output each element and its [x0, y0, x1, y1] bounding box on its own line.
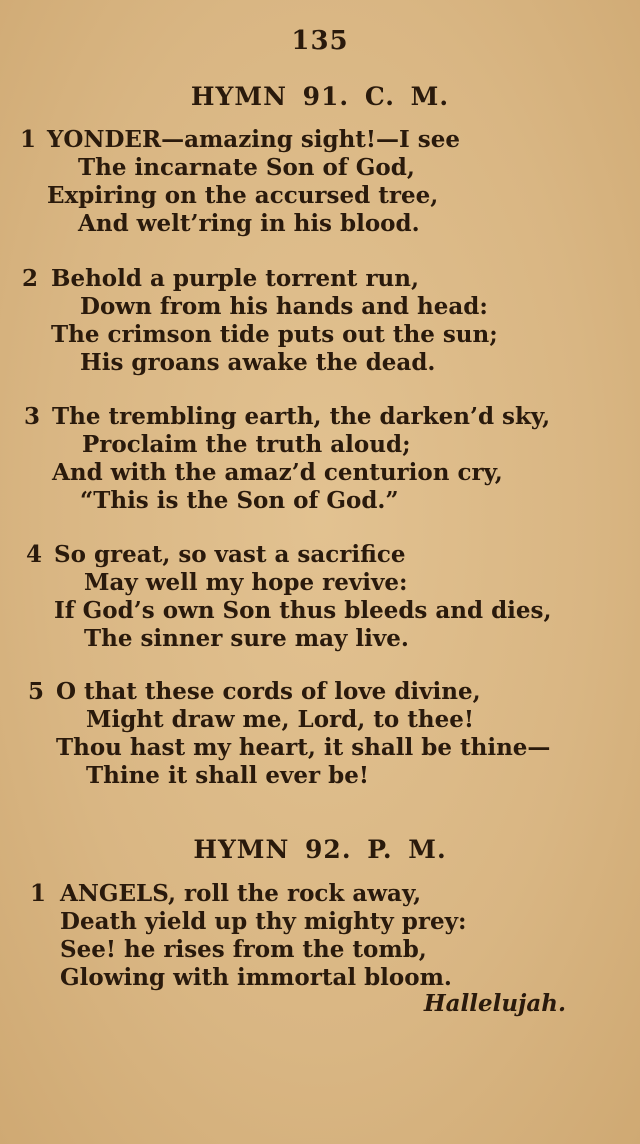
line-text: The incarnate Son of God, [78, 154, 415, 181]
verse-number: 1 [30, 880, 47, 907]
line-text: The trembling earth, the darken’d sky, [52, 403, 551, 430]
line-text: Behold a purple torrent run, [51, 265, 420, 292]
hymn-92-title: HYMN 92. P. M. [193, 835, 447, 864]
line-text: May well my hope revive: [84, 569, 408, 596]
verse-line [0, 908, 640, 936]
verse-line [0, 321, 640, 349]
line-text: The sinner sure may live. [84, 625, 409, 652]
verse-line [0, 569, 640, 597]
line-text: Down from his hands and head: [80, 293, 488, 320]
page-number: 135 [291, 26, 349, 56]
verse-line [0, 762, 640, 790]
verse-line [0, 182, 640, 210]
line-text: And welt’ring in his blood. [78, 210, 420, 237]
line-text: Proclaim the truth aloud; [82, 431, 411, 458]
line-text: “This is the Son of God.” [80, 487, 399, 514]
line-text: Death yield up thy mighty prey: [60, 908, 467, 935]
verse-line [0, 734, 640, 762]
hymn-91-verse-3 [0, 403, 640, 515]
verse-number: 2 [22, 265, 39, 292]
refrain-hallelujah: Hallelujah. [423, 990, 566, 1017]
line-text: Glowing with immortal bloom. [60, 964, 452, 991]
line-text: Might draw me, Lord, to thee! [86, 706, 474, 733]
verse-line [0, 349, 640, 377]
verse-line [0, 706, 640, 734]
verse-line [0, 487, 640, 515]
line-text: And with the amaz’d centurion cry, [52, 459, 503, 486]
line-text: See! he rises from the tomb, [60, 936, 427, 963]
verse-line [0, 126, 640, 154]
hymn-91-verse-5 [0, 678, 640, 790]
line-text: If God’s own Son thus bleeds and dies, [54, 597, 552, 624]
hymn-91-verse-2 [0, 265, 640, 377]
line-text: ANGELS, roll the rock away, [60, 880, 422, 907]
hymn-91-verse-1 [0, 126, 640, 238]
verse-line [0, 597, 640, 625]
line-text: So great, so vast a sacrifice [54, 541, 406, 568]
hymn-91-verse-4 [0, 541, 640, 653]
line-text: Expiring on the accursed tree, [47, 182, 439, 209]
verse-line [0, 431, 640, 459]
verse-number: 5 [28, 678, 45, 705]
verse-line [0, 154, 640, 182]
verse-line [0, 678, 640, 706]
hymn-91-title: HYMN 91. C. M. [190, 82, 450, 111]
hymn-92-verse-1 [0, 880, 640, 992]
verse-line [0, 936, 640, 964]
line-text: His groans awake the dead. [80, 349, 436, 376]
line-text: Thine it shall ever be! [86, 762, 369, 789]
verse-line [0, 964, 640, 992]
verse-line [0, 293, 640, 321]
verse-line [0, 880, 640, 908]
line-text: YONDER—amazing sight!—I see [47, 126, 461, 153]
verse-number: 3 [24, 403, 41, 430]
verse-line [0, 210, 640, 238]
verse-line [0, 541, 640, 569]
verse-line [0, 403, 640, 431]
verse-line [0, 459, 640, 487]
verse-number: 4 [26, 541, 43, 568]
verse-line [0, 265, 640, 293]
verse-number: 1 [20, 126, 37, 153]
verse-line [0, 625, 640, 653]
line-text: Thou hast my heart, it shall be thine— [56, 734, 551, 761]
line-text: The crimson tide puts out the sun; [51, 321, 498, 348]
line-text: O that these cords of love divine, [56, 678, 481, 705]
